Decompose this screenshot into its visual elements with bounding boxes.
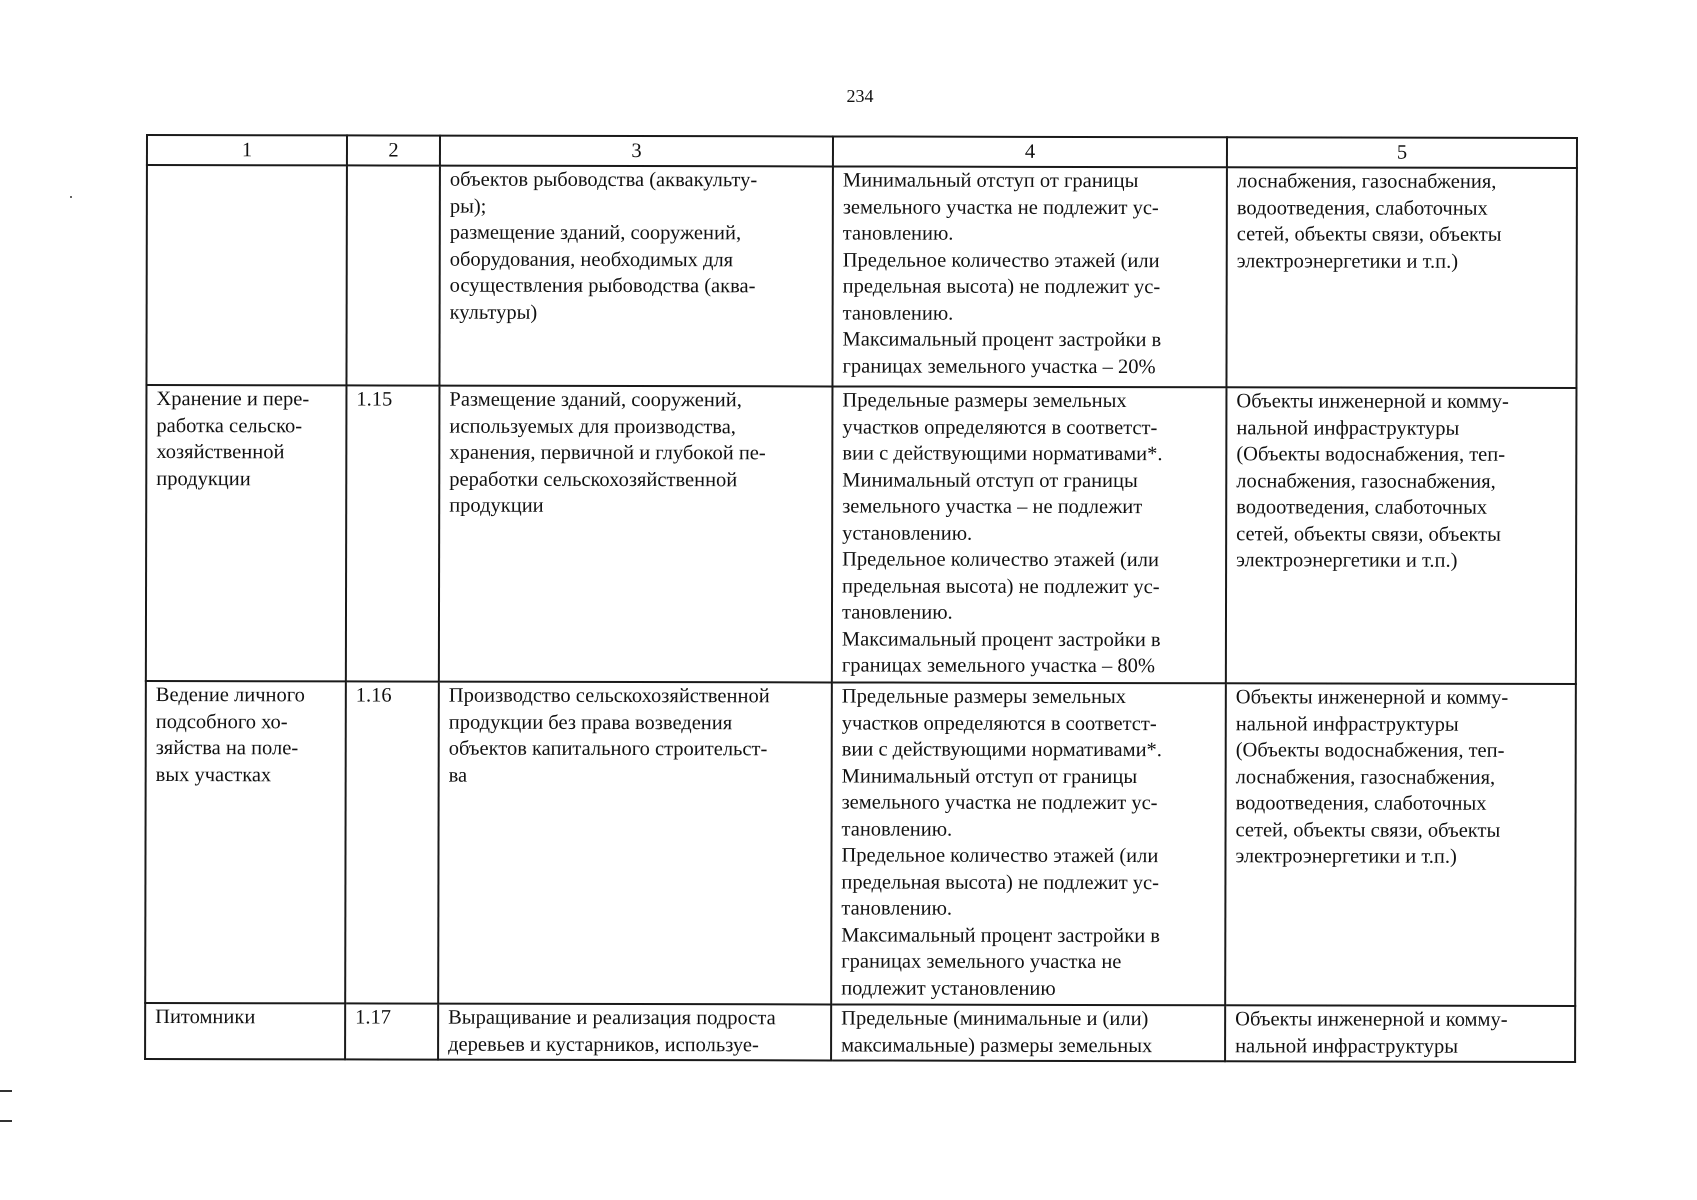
code-cell: [346, 385, 440, 681]
auxiliary-uses-cell: [1226, 167, 1576, 388]
parameters-cell: [832, 386, 1227, 683]
table-row: [146, 385, 1577, 684]
land-use-name-cell: [145, 1003, 345, 1059]
description-cell: [438, 1004, 831, 1061]
code-cell: [345, 1003, 438, 1059]
auxiliary-uses: Объекты инженерной и комму- нальной инфраструктуры: [1235, 1008, 1508, 1058]
land-use-description: Выращивание и реализация подроста деревьев и кустарников, используе-: [448, 1006, 776, 1056]
auxiliary-uses-cell: [1225, 683, 1576, 1006]
land-use-code: 1.16: [355, 684, 392, 707]
scan-speck: [70, 196, 72, 198]
table-row: [146, 165, 1576, 388]
auxiliary-uses: Объекты инженерной и комму- нальной инфраструктуры (Объекты водоснабжения, теп- лоснабжения, газоснабжения, водоотведения, слаботочных сетей, объекты связи, объекты электроэнергетики и т.п.): [1235, 686, 1509, 868]
parameters-cell: [831, 682, 1226, 1005]
land-use-table: [144, 134, 1578, 1063]
land-use-code: 1.17: [355, 1006, 392, 1029]
column-header-4: 4: [833, 136, 1227, 167]
margin-mark: [0, 1120, 12, 1122]
land-use-description: Производство сельскохозяйственной продукции без права возведения объектов капитального строительст- ва: [448, 684, 770, 787]
land-use-name-cell: [146, 385, 347, 681]
column-header-1: 1: [147, 135, 347, 165]
table-row: [145, 681, 1576, 1006]
description-cell: [438, 682, 832, 1005]
parameters-cell: [831, 1004, 1225, 1061]
code-cell: [345, 681, 439, 1003]
table-header-row: [147, 135, 1577, 168]
auxiliary-uses-cell: [1225, 1005, 1575, 1062]
land-use-description: объектов рыбоводства (аквакульту- ры); размещение зданий, сооружений, оборудования, необходимых для осуществления рыбоводства (аква- культуры): [449, 168, 758, 324]
building-parameters: Минимальный отступ от границы земельного участка не подлежит ус- тановлению. Предельное количество этажей (или предельная высота) не подлежит ус- тановлению. Максимальный процент застройки в границах земельного участка – 20%: [842, 169, 1162, 378]
column-header-5: 5: [1227, 137, 1577, 168]
parameters-cell: [832, 166, 1226, 387]
column-header-3: 3: [440, 136, 833, 167]
description-cell: [439, 166, 832, 387]
land-use-name: Питомники: [155, 1006, 256, 1029]
land-use-name: Ведение личного подсобного хо- зяйства на поле- вых участках: [155, 684, 305, 786]
margin-mark: [0, 1090, 12, 1092]
land-use-description: Размещение зданий, сооружений, используемых для производства, хранения, первичной и глубокой пе- реработки сельскохозяйственной продукции: [449, 388, 766, 517]
description-cell: [439, 386, 833, 683]
land-use-name-cell: [145, 681, 346, 1003]
land-use-name: Хранение и пере- работка сельско- хозяйственной продукции: [156, 388, 310, 490]
land-use-code: 1.15: [356, 388, 393, 411]
land-use-name-cell: [146, 165, 346, 385]
table-row: [145, 1003, 1575, 1062]
auxiliary-uses-cell: [1226, 387, 1577, 684]
building-parameters: Предельные (минимальные и (или) максимальные) размеры земельных: [841, 1007, 1153, 1057]
code-cell: [346, 165, 439, 385]
page-number: 234: [846, 86, 874, 106]
column-header-2: 2: [347, 135, 440, 165]
building-parameters: Предельные размеры земельных участков определяются в соответст- вии с действующими нормативами*. Минимальный отступ от границы земельного участка не подлежит ус- тановлению. Предельное количество этажей (или предельная высота) не подлежит ус- тановлению. Максимальный процент застройки в границах земельного участка не подлежит установлению: [841, 685, 1162, 1000]
building-parameters: Предельные размеры земельных участков определяются в соответст- вии с действующими нормативами*. Минимальный отступ от границы земельного участка – не подлежит установлению. Предельное количество этажей (или предельная высота) не подлежит ус- тановлению. Максимальный процент застройки в границах земельного участка – 80%: [841, 389, 1163, 678]
auxiliary-uses: лоснабжения, газоснабжения, водоотведения, слаботочных сетей, объекты связи, объекты электроэнергетики и т.п.): [1236, 170, 1502, 273]
auxiliary-uses: Объекты инженерной и комму- нальной инфраструктуры (Объекты водоснабжения, теп- лоснабжения, газоснабжения, водоотведения, слаботочных сетей, объекты связи, объекты электроэнергетики и т.п.): [1236, 390, 1509, 572]
